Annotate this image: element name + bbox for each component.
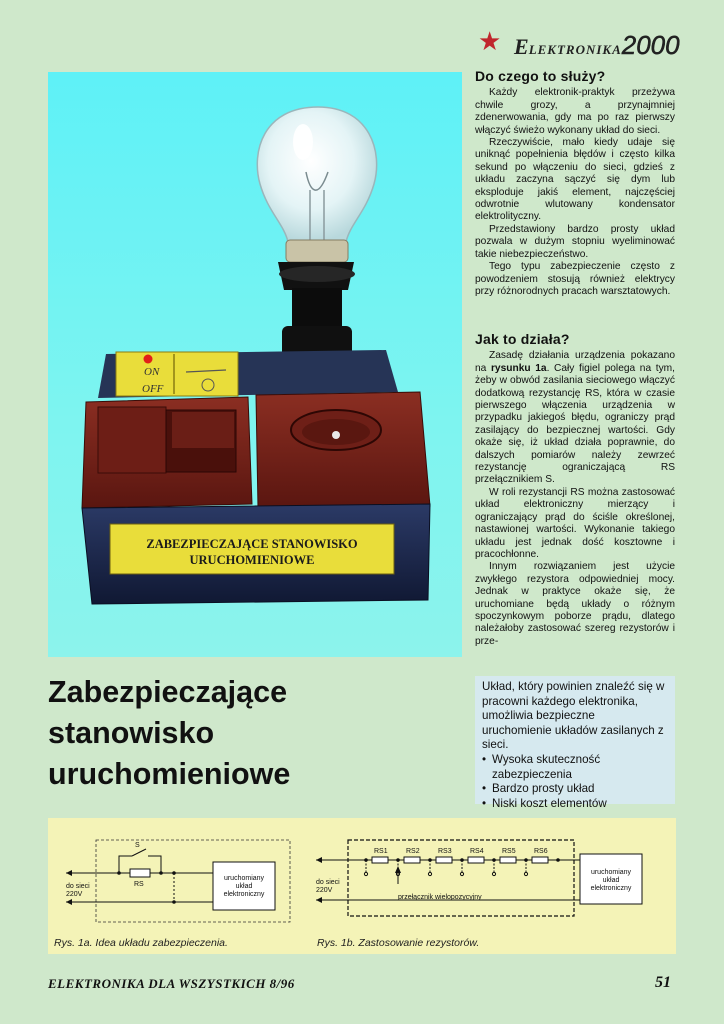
schematic-figure [48, 818, 676, 954]
device-label: układ [602, 877, 620, 884]
selector-switch-label: przełącznik wielopozycyjny [398, 894, 482, 901]
logo-text [514, 30, 680, 61]
switch-off-label: OFF [142, 383, 164, 395]
title-line: Zabezpieczające [48, 675, 288, 709]
paragraph: Przedstawiony bardzo prosty układ pozwala w dużym stopniu wyeliminować takie niebezpieczeństwo. [475, 223, 675, 260]
resistor-label: RS [134, 881, 144, 888]
resistor-symbol [404, 857, 420, 863]
star-icon: ★ [478, 27, 502, 57]
section-purpose [475, 70, 675, 298]
junction-dot [556, 858, 560, 862]
magazine-logo [478, 28, 678, 60]
paragraph: W roli rezystancji RS można zastosować układ elektroniczny mierzący i ograniczający prąd do ściśle określonej, nastawionej wartości. Wykonanie takiego układu jest jednak dość kosztowne i pracochłonne. [475, 486, 675, 560]
paragraph [475, 350, 675, 486]
device-label: uruchomiany [223, 875, 265, 882]
switch-contact [492, 872, 495, 875]
resistor-symbol [500, 857, 516, 863]
figure-reference: rysunku 1a [490, 362, 547, 374]
figure-caption: Rys. 1b. Zastosowanie rezystorów. [317, 937, 480, 949]
section-operation [475, 333, 675, 648]
device-label-line1: ZABEZPIECZAJĄCE STANOWISKO [146, 537, 358, 551]
summary-box [475, 676, 675, 810]
title-line: uruchomieniowe [48, 757, 291, 791]
device-label: elektroniczny [223, 891, 265, 898]
figure-caption: Rys. 1a. Idea układu zabezpieczenia. [54, 937, 228, 949]
mains-voltage-label: 220V [66, 891, 83, 898]
switch-contact [524, 872, 527, 875]
resistor-label: RS2 [406, 848, 420, 855]
article-title [48, 672, 458, 795]
footer-magazine: ELEKTRONIKA DLA WSZYSTKICH 8/96 [48, 976, 295, 991]
summary-intro: Układ, który powinien znaleźć się w pracowni każdego elektronika, umożliwia bezpieczne uruchomienie układów zasilanych z sieci. [482, 680, 665, 752]
resistor-label: RS1 [374, 848, 388, 855]
resistor-symbol [532, 857, 548, 863]
title-line: stanowisko [48, 716, 215, 750]
switch-contact [460, 872, 463, 875]
feature-item: • Niski koszt elementów [482, 797, 667, 812]
resistor-chain [364, 848, 560, 876]
mains-label: do sieci [316, 879, 340, 886]
resistor-label: RS5 [502, 848, 516, 855]
logo-word: LEKTRONIKA [528, 42, 622, 57]
text-run: . Cały figiel polega na tym, żeby w obwód zasilania sieciowego włączyć dodatkową rezystancję RS, która w czasie pierwszego włączenia urządzenia w przypadku jakiegoś błędu, ograniczy prąd zasilający do bezpiecznej wartości. Gdy okaże się, iż układ działa poprawnie, do dalszych pomiarów należy zewrzeć rezystancję ograniczającą RS przełącznikiem S. [475, 362, 676, 486]
light-bulb [257, 107, 376, 262]
lamp-socket [278, 262, 355, 366]
feature-item: • Wysoka skuteczność zabezpieczenia [482, 753, 667, 782]
device-label: układ [235, 883, 253, 890]
resistor-label: RS3 [438, 848, 452, 855]
device-label: uruchomiany [590, 869, 632, 876]
device-illustration [48, 72, 462, 657]
switch-contact [428, 872, 431, 875]
logo-letter: E [514, 34, 529, 59]
resistor-symbol [372, 857, 388, 863]
resistor-symbol [468, 857, 484, 863]
outlet-module [256, 392, 430, 508]
device-label-line2: URUCHOMIENIOWE [189, 553, 315, 567]
schematic-1a [66, 840, 290, 922]
switch-module [82, 397, 252, 508]
feature-item: • Bardzo prosty układ [482, 782, 667, 797]
paragraph: Tego typu zabezpieczenie często z powodzeniem stosują również elektrycy przy różnorodnych pracach warsztatowych. [475, 261, 675, 297]
paragraph: Każdy elektronik-praktyk przeżywa chwile grozy, a przynajmniej zdenerwowania, gdy ma po raz pierwszy włączyć świeżo wykonany układ do sieci. [475, 87, 675, 136]
switch-contact [364, 872, 367, 875]
paragraph: Rzeczywiście, mało kiedy udaje się uniknąć popełnienia błędów i często kilka sekund po włączeniu do sieci, gdzieś z układu zaczyna sączyć się dym lub eksploduje jakiś element, najczęściej odwrotnie wlutowany kondensator elektrolityczny. [475, 137, 675, 223]
text-run: Zasadę działania urządzenia pokazano na [475, 350, 675, 374]
feature-list [482, 753, 667, 811]
device-label: elektroniczny [590, 885, 632, 892]
section-heading: Do czego to służy? [475, 68, 606, 84]
section-heading: Jak to działa? [475, 331, 570, 347]
logo-year: 2000 [621, 30, 680, 60]
mains-voltage-label: 220V [316, 887, 333, 894]
schematic-1b [316, 840, 642, 916]
mains-label: do sieci [66, 883, 90, 890]
device-base [82, 504, 430, 604]
indicator-led [144, 355, 153, 364]
resistor-label: RS4 [470, 848, 484, 855]
switch-on-label: ON [144, 366, 160, 378]
resistor-label: RS6 [534, 848, 548, 855]
switch-panel [116, 352, 238, 396]
switch-label: S [135, 842, 140, 849]
resistor-symbol [436, 857, 452, 863]
schematic-drawing [48, 818, 676, 954]
paragraph: Innym rozwiązaniem jest użycie zwykłego rezystora odpowiedniej mocy. Jednak w praktyce okaże się, że uruchomiane będą układy o różnym spoczynkowym poborze prądu, dlatego należałoby zastosować szereg rezystorów i prze- [475, 561, 675, 647]
device-photo [48, 72, 462, 657]
page-number: 51 [655, 974, 671, 991]
